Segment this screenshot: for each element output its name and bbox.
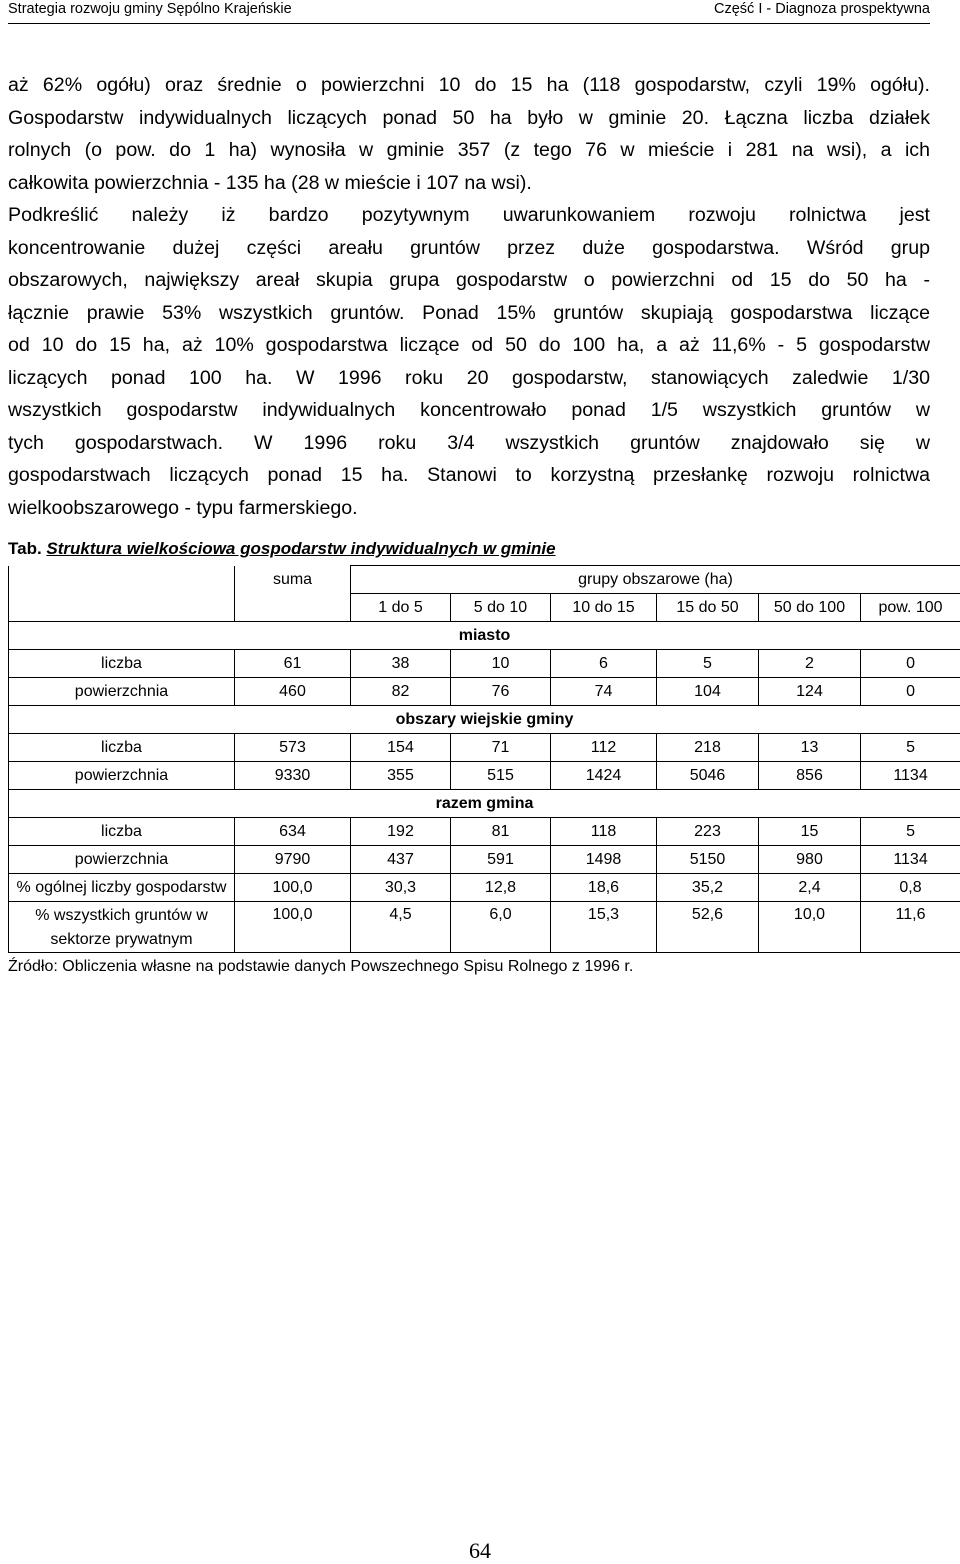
table-cell: 1134 xyxy=(861,846,960,874)
table-cell: 6 xyxy=(551,650,657,678)
table-cell: 10,0 xyxy=(759,902,861,953)
body-line: koncentrowanie dużej części areału gruntów przez duże gospodarstwa. Wśród grup xyxy=(8,232,930,265)
section-title: obszary wiejskie gminy xyxy=(9,706,960,734)
group-column-header: 1 do 5 xyxy=(351,594,451,622)
table-corner-cell xyxy=(9,594,235,622)
page-header xyxy=(8,0,930,24)
table-cell: 1498 xyxy=(551,846,657,874)
body-line: Gospodarstw indywidualnych liczących ponad 50 ha było w gminie 20. Łączna liczba działek xyxy=(8,102,930,135)
table-cell: 2 xyxy=(759,650,861,678)
table-cell: 100,0 xyxy=(235,902,351,953)
table-cell: 11,6 xyxy=(861,902,960,953)
body-line: łącznie prawie 53% wszystkich gruntów. Ponad 15% gruntów skupiają gospodarstwa liczące xyxy=(8,297,930,330)
body-line: liczących ponad 100 ha. W 1996 roku 20 gospodarstw, stanowiących zaledwie 1/30 xyxy=(8,362,930,395)
table-cell: 355 xyxy=(351,762,451,790)
section-row xyxy=(9,706,960,734)
table-cell: 460 xyxy=(235,678,351,706)
table-cell: 15 xyxy=(759,818,861,846)
table-row xyxy=(9,874,960,902)
table-cell: 35,2 xyxy=(657,874,759,902)
section-row xyxy=(9,790,960,818)
table-cell: 100,0 xyxy=(235,874,351,902)
table-cell: 634 xyxy=(235,818,351,846)
table-row xyxy=(9,846,960,874)
table-cell: 5150 xyxy=(657,846,759,874)
table-cell: 13 xyxy=(759,734,861,762)
body-line: wielkoobszarowego - typu farmerskiego. xyxy=(8,492,930,525)
header-part-title: Część I - Diagnoza prospektywna xyxy=(714,1,930,17)
table-cell: 223 xyxy=(657,818,759,846)
group-column-header: 10 do 15 xyxy=(551,594,657,622)
table-cell: 82 xyxy=(351,678,451,706)
section-title: miasto xyxy=(9,622,960,650)
header-groups: grupy obszarowe (ha) xyxy=(351,566,960,594)
body-line: tych gospodarstwach. W 1996 roku 3/4 wszystkich gruntów znajdowało się w xyxy=(8,427,930,460)
table-cell: 76 xyxy=(451,678,551,706)
table-cell: 118 xyxy=(551,818,657,846)
table-caption-title: Struktura wielkościowa gospodarstw indywidualnych w gminie xyxy=(46,539,555,558)
table-row xyxy=(9,818,960,846)
table-cell: 18,6 xyxy=(551,874,657,902)
row-label: % wszystkich gruntów w sektorze prywatnym xyxy=(9,902,235,953)
table-cell: 15,3 xyxy=(551,902,657,953)
table-cell: 192 xyxy=(351,818,451,846)
section-row xyxy=(9,622,960,650)
table-cell: 38 xyxy=(351,650,451,678)
table-cell: 104 xyxy=(657,678,759,706)
row-label: liczba xyxy=(9,650,235,678)
row-label: powierzchnia xyxy=(9,762,235,790)
row-label: powierzchnia xyxy=(9,846,235,874)
group-column-header: pow. 100 xyxy=(861,594,960,622)
table-cell: 1424 xyxy=(551,762,657,790)
table-cell: 0,8 xyxy=(861,874,960,902)
table-row xyxy=(9,762,960,790)
table-cell: 9330 xyxy=(235,762,351,790)
table-cell: 0 xyxy=(861,650,960,678)
page-number: 64 xyxy=(0,1538,960,1564)
table-corner-cell xyxy=(235,594,351,622)
table-cell: 10 xyxy=(451,650,551,678)
table-cell: 856 xyxy=(759,762,861,790)
table-row xyxy=(9,650,960,678)
group-column-header: 15 do 50 xyxy=(657,594,759,622)
table-cell: 6,0 xyxy=(451,902,551,953)
table-cell: 980 xyxy=(759,846,861,874)
body-line: rolnych (o pow. do 1 ha) wynosiła w gminie 357 (z tego 76 w mieście i 281 na wsi), a ich xyxy=(8,134,930,167)
body-line: od 10 do 15 ha, aż 10% gospodarstwa liczące od 50 do 100 ha, a aż 11,6% - 5 gospodarstw xyxy=(8,329,930,362)
body-paragraphs xyxy=(8,69,930,524)
table-cell: 9790 xyxy=(235,846,351,874)
table-row xyxy=(9,678,960,706)
body-line: wszystkich gospodarstw indywidualnych koncentrowało ponad 1/5 wszystkich gruntów w xyxy=(8,394,930,427)
group-column-header: 50 do 100 xyxy=(759,594,861,622)
body-line: aż 62% ogółu) oraz średnie o powierzchni 10 do 15 ha (118 gospodarstw, czyli 19% ogółu). xyxy=(8,69,930,102)
table-cell: 5046 xyxy=(657,762,759,790)
table-cell: 71 xyxy=(451,734,551,762)
table-caption-prefix: Tab. xyxy=(8,539,42,558)
body-line: Podkreślić należy iż bardzo pozytywnym uwarunkowaniem rozwoju rolnictwa jest xyxy=(8,199,930,232)
table-cell: 0 xyxy=(861,678,960,706)
row-label: liczba xyxy=(9,818,235,846)
table-cell: 124 xyxy=(759,678,861,706)
source-note: Źródło: Obliczenia własne na podstawie danych Powszechnego Spisu Rolnego z 1996 r. xyxy=(8,958,633,976)
table-cell: 112 xyxy=(551,734,657,762)
body-line: obszarowych, największy areał skupia grupa gospodarstw o powierzchni od 15 do 50 ha - xyxy=(8,264,930,297)
section-title: razem gmina xyxy=(9,790,960,818)
row-label: % ogólnej liczby gospodarstw xyxy=(9,874,235,902)
table-cell: 2,4 xyxy=(759,874,861,902)
farm-structure-table xyxy=(8,565,960,953)
table-cell: 12,8 xyxy=(451,874,551,902)
table-cell: 1134 xyxy=(861,762,960,790)
group-column-header: 5 do 10 xyxy=(451,594,551,622)
table-cell: 30,3 xyxy=(351,874,451,902)
table-cell: 5 xyxy=(861,818,960,846)
table-row xyxy=(9,734,960,762)
table-corner-cell xyxy=(9,566,235,594)
table-caption xyxy=(8,539,556,559)
table-row xyxy=(9,902,960,953)
header-document-title: Strategia rozwoju gminy Sępólno Krajeńskie xyxy=(8,1,292,17)
table-cell: 437 xyxy=(351,846,451,874)
table-cell: 74 xyxy=(551,678,657,706)
table-cell: 591 xyxy=(451,846,551,874)
table-cell: 515 xyxy=(451,762,551,790)
table-cell: 81 xyxy=(451,818,551,846)
table-cell: 573 xyxy=(235,734,351,762)
table-cell: 5 xyxy=(861,734,960,762)
body-line: gospodarstwach liczących ponad 15 ha. Stanowi to korzystną przesłankę rozwoju rolnictwa xyxy=(8,459,930,492)
header-suma: suma xyxy=(235,566,351,594)
table-cell: 154 xyxy=(351,734,451,762)
table-cell: 4,5 xyxy=(351,902,451,953)
body-line: całkowita powierzchnia - 135 ha (28 w mieście i 107 na wsi). xyxy=(8,167,930,200)
table-cell: 61 xyxy=(235,650,351,678)
table-cell: 52,6 xyxy=(657,902,759,953)
table-cell: 5 xyxy=(657,650,759,678)
table-cell: 218 xyxy=(657,734,759,762)
row-label: powierzchnia xyxy=(9,678,235,706)
row-label: liczba xyxy=(9,734,235,762)
